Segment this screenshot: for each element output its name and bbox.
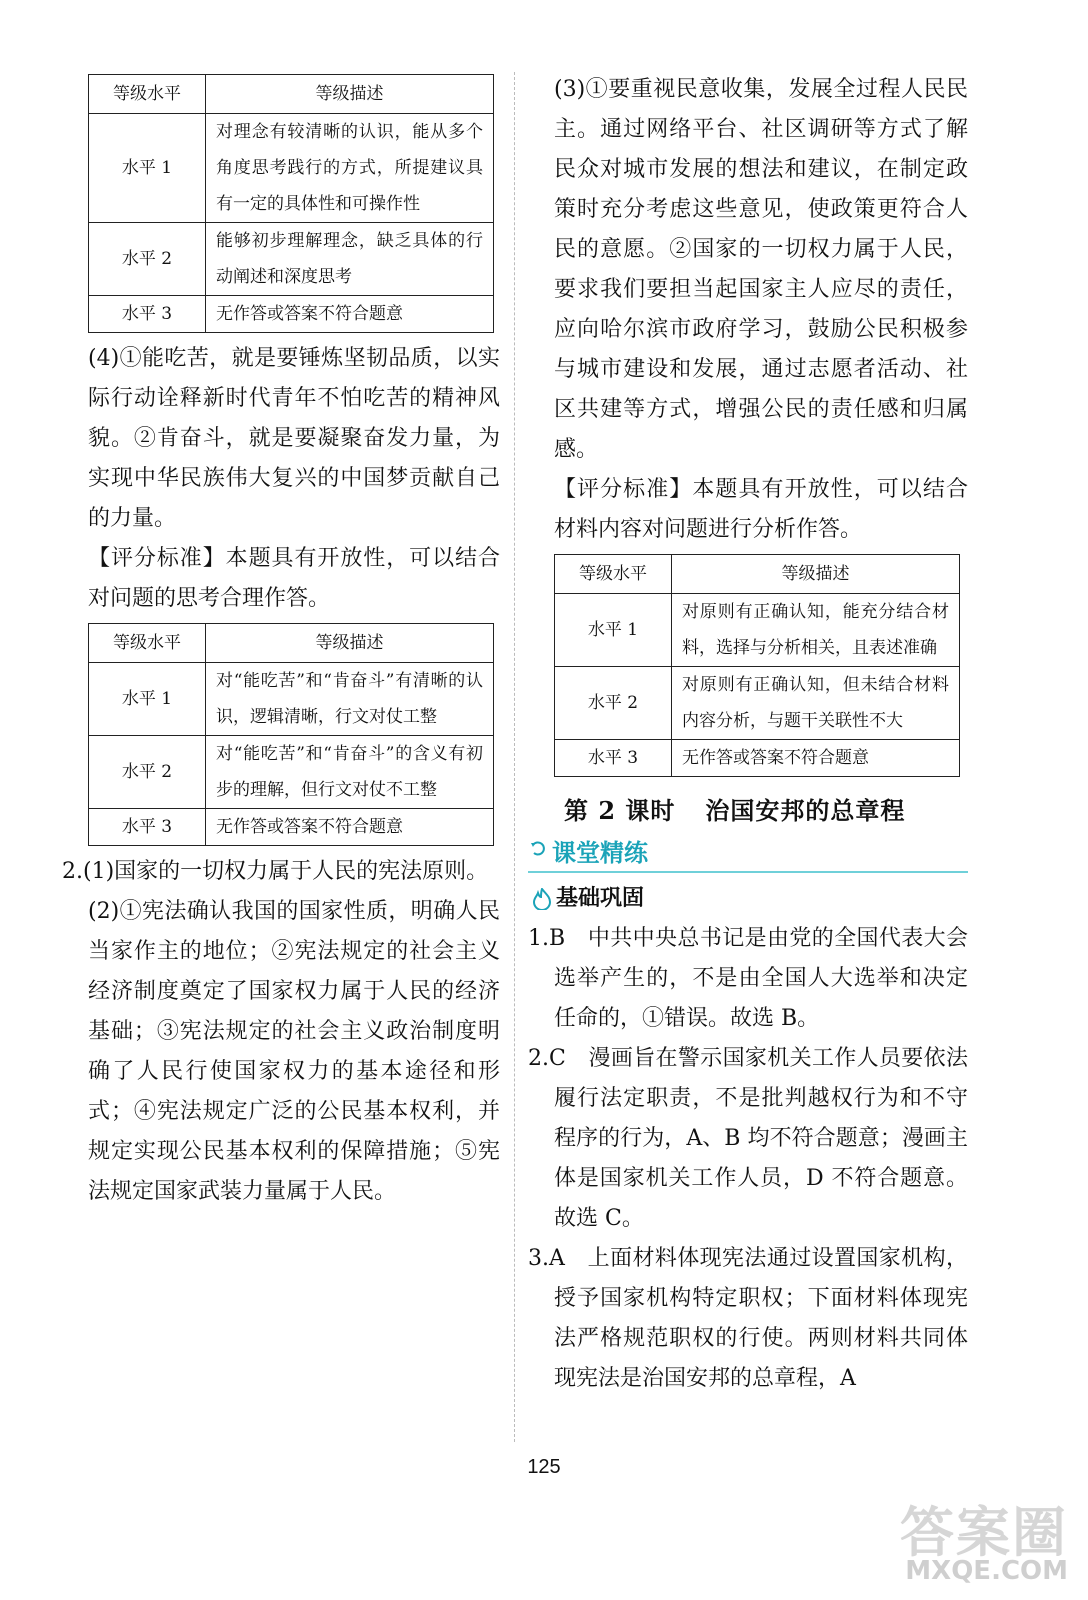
table-row	[89, 114, 494, 223]
section-title: 课堂精练	[552, 839, 648, 867]
table-header-level: 等级水平	[89, 624, 206, 663]
table-header-desc: 等级描述	[672, 555, 960, 594]
table-header-desc: 等级描述	[206, 624, 494, 663]
desc-cell: 能够初步理解理念，缺乏具体的行动阐述和深度思考	[206, 223, 494, 296]
lesson-title	[564, 791, 968, 831]
level-cell: 水平 1	[555, 594, 672, 667]
desc-cell: 对原则有正确认知，能充分结合材料，选择与分析相关，且表述准确	[672, 594, 960, 667]
desc-cell: 无作答或答案不符合题意	[672, 740, 960, 777]
scoring-criteria: 【评分标准】本题具有开放性，可以结合对问题的思考合理作答。	[88, 546, 500, 611]
subsection-title: 基础巩固	[556, 886, 645, 911]
level-cell: 水平 1	[89, 663, 206, 736]
left-column	[62, 70, 500, 1212]
grade-table-1	[88, 74, 494, 333]
level-cell: 水平 3	[89, 809, 206, 846]
desc-cell: 对原则有正确认知，但未结合材料内容分析，与题干关联性不大	[672, 667, 960, 740]
scoring-criteria: 【评分标准】本题具有开放性，可以结合材料内容对问题进行分析作答。	[554, 477, 968, 542]
level-cell: 水平 2	[555, 667, 672, 740]
list-item: 3.A 上面材料体现宪法通过设置国家机构，授予国家机构特定职权；下面材料体现宪法严格规范职权的行使。两则材料共同体现宪法是治国安邦的总章程，A	[528, 1246, 968, 1391]
desc-cell: 对“能吃苦”和“肯奋斗”有清晰的认识，逻辑清晰，行文对仗工整	[206, 663, 494, 736]
table-row	[555, 594, 960, 667]
watermark-url: MXQE.COM	[905, 1556, 1068, 1586]
grade-table-3	[554, 554, 960, 777]
answer-q3: (3)①要重视民意收集，发展全过程人民民主。通过网络平台、社区调研等方式了解民众对城市发展的想法和建议，在制定政策时充分考虑这些意见，使政策更符合人民的意愿。②国家的一切权力属于人民，要求我们要担当起国家主人应尽的责任，应向哈尔滨市政府学习，鼓励公民积极参与城市建设和发展，通过志愿者活动、社区共建等方式，增强公民的责任感和归属感。	[554, 77, 968, 462]
answer-q4: (4)①能吃苦，就是要锤炼坚韧品质，以实际行动诠释新时代青年不怕吃苦的精神风貌。②肯奋斗，就是要凝聚奋发力量，为实现中华民族伟大复兴的中国梦贡献自己的力量。	[88, 346, 500, 531]
watermark-logo	[888, 1490, 1068, 1590]
table-row	[89, 663, 494, 736]
list-item: 1.B 中共中央总书记是由党的全国代表大会选举产生的，不是由全国人大选举和决定任命的，①错误。故选 B。	[528, 926, 968, 1031]
table-row	[555, 667, 960, 740]
right-column	[528, 70, 968, 1399]
table-row	[555, 740, 960, 777]
table-row	[89, 223, 494, 296]
lesson-number: 第 2 课时	[564, 796, 676, 825]
answer-q2-2: (2)①宪法确认我国的国家性质，明确人民当家作主的地位；②宪法规定的社会主义经济制度奠定了国家权力属于人民的经济基础；③宪法规定的社会主义政治制度明确了人民行使国家权力的基本途径和形式；④宪法规定广泛的公民基本权利，并规定实现公民基本权利的保障措施；⑤宪法规定国家武装力量属于人民。	[88, 899, 500, 1204]
watermark-text: 答案圈	[900, 1501, 1068, 1564]
table-row	[89, 809, 494, 846]
answer-q2-1: 2.(1)国家的一切权力属于人民的宪法原则。	[62, 859, 489, 884]
table-header-level: 等级水平	[555, 555, 672, 594]
level-cell: 水平 3	[555, 740, 672, 777]
desc-cell: 对“能吃苦”和“肯奋斗”的含义有初步的理解，但行文对仗不工整	[206, 736, 494, 809]
level-cell: 水平 1	[89, 114, 206, 223]
column-divider	[514, 72, 515, 1442]
table-header-level: 等级水平	[89, 75, 206, 114]
flame-icon	[532, 888, 552, 910]
table-header-desc: 等级描述	[206, 75, 494, 114]
refresh-arrow-icon	[530, 841, 546, 857]
page-number: 125	[527, 1456, 561, 1478]
subsection-header	[528, 879, 968, 919]
list-item: 2.C 漫画旨在警示国家机关工作人员要依法履行法定职责，不是批判越权行为和不守程序的行为，A、B 均不符合题意；漫画主体是国家机关工作人员，D 不符合题意。故选 C。	[528, 1046, 968, 1231]
table-row	[89, 296, 494, 333]
level-cell: 水平 2	[89, 223, 206, 296]
table-row	[89, 736, 494, 809]
desc-cell: 无作答或答案不符合题意	[206, 296, 494, 333]
level-cell: 水平 3	[89, 296, 206, 333]
lesson-name: 治国安邦的总章程	[705, 796, 906, 825]
desc-cell: 无作答或答案不符合题意	[206, 809, 494, 846]
grade-table-2	[88, 623, 494, 846]
desc-cell: 对理念有较清晰的认识，能从多个角度思考践行的方式，所提建议具有一定的具体性和可操作性	[206, 114, 494, 223]
level-cell: 水平 2	[89, 736, 206, 809]
section-header	[528, 835, 968, 873]
